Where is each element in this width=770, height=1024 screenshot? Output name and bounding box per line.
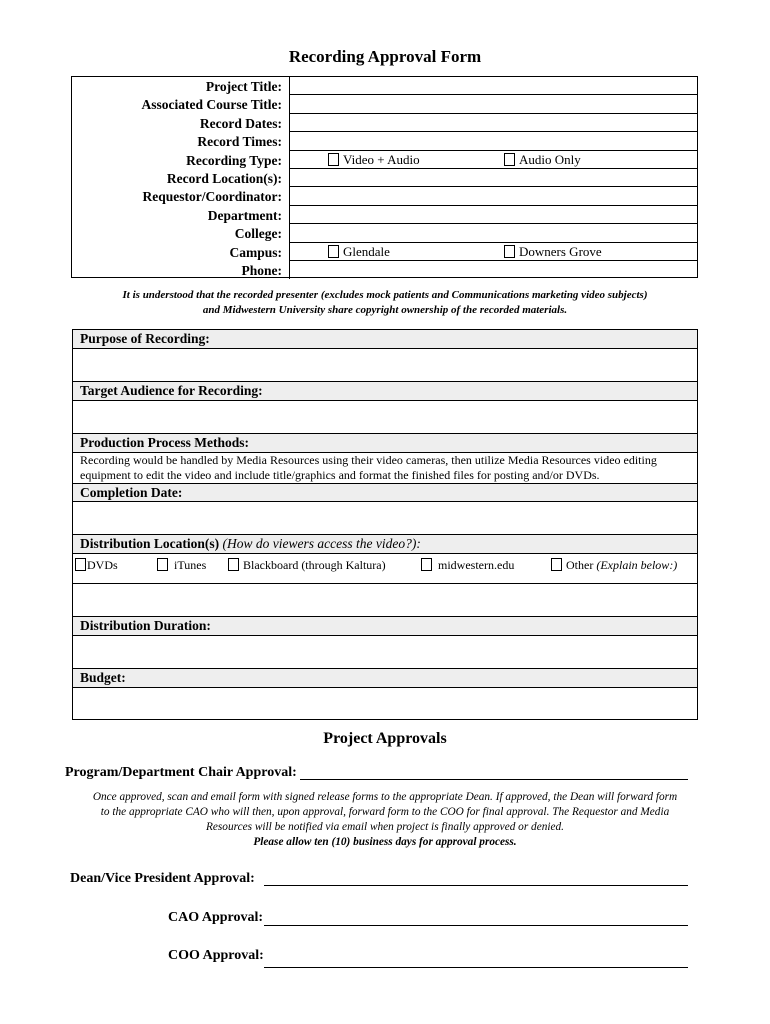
record-locations-field[interactable] [289, 169, 697, 187]
duration-heading: Distribution Duration: [73, 616, 697, 636]
distribution-label: Distribution Location(s) [80, 536, 220, 551]
copyright-notice-line2: and Midwestern University share copyright ownership of the recorded materials. [202, 304, 568, 316]
distribution-field[interactable] [73, 583, 697, 616]
record-locations-row [72, 169, 697, 187]
video-audio-checkbox[interactable] [328, 153, 339, 166]
project-title-field[interactable] [289, 77, 697, 95]
production-heading: Production Process Methods: [73, 433, 697, 453]
blackboard-checkbox[interactable] [228, 558, 239, 571]
approval-note-line4: Please allow ten (10) business days for approval process. [253, 836, 517, 848]
coo-signature-line[interactable] [264, 967, 688, 968]
dvds-label: DVDs [87, 558, 118, 572]
record-times-label: Record Times: [197, 134, 282, 150]
midwestern-checkbox[interactable] [421, 558, 432, 571]
approval-note-line2: to the appropriate CAO who will then, upon approval, forward form to the COO for final approval. The Requestor and Media [100, 806, 670, 818]
video-audio-label: Video + Audio [343, 151, 420, 167]
cao-approval-label: CAO Approval: [168, 910, 264, 925]
duration-field[interactable] [73, 636, 697, 668]
recording-type-label: Recording Type: [186, 152, 282, 168]
downers-grove-option[interactable] [504, 244, 602, 260]
requestor-field[interactable] [289, 187, 697, 205]
downers-grove-checkbox[interactable] [504, 245, 515, 258]
audio-only-checkbox[interactable] [504, 153, 515, 166]
itunes-checkbox[interactable] [157, 558, 168, 571]
dean-signature-line[interactable] [264, 885, 688, 886]
video-audio-option[interactable] [328, 152, 420, 168]
glendale-label: Glendale [343, 243, 390, 259]
distribution-question: (How do viewers access the video?): [222, 536, 421, 551]
audio-only-option[interactable] [504, 152, 581, 168]
department-label: Department: [207, 207, 282, 223]
blackboard-label: Blackboard (through Kaltura) [243, 558, 386, 572]
record-locations-label: Record Location(s): [166, 171, 282, 186]
downers-grove-label: Downers Grove [519, 243, 602, 259]
department-row [72, 206, 697, 224]
approvals-title: Project Approvals [323, 730, 447, 747]
midwestern-label: midwestern.edu [438, 558, 515, 572]
record-dates-label: Record Dates: [199, 115, 282, 131]
other-note: (Explain below:) [596, 558, 678, 572]
department-field[interactable] [289, 206, 697, 224]
coo-approval-label: COO Approval: [168, 948, 264, 963]
record-times-field[interactable] [289, 132, 697, 150]
purpose-field[interactable] [73, 349, 697, 382]
dvds-checkbox[interactable] [75, 558, 86, 571]
project-info-table [71, 76, 698, 278]
dean-approval-label: Dean/Vice President Approval: [70, 871, 255, 886]
audio-only-label: Audio Only [519, 151, 581, 167]
chair-signature-line[interactable] [300, 779, 688, 780]
completion-heading: Completion Date: [73, 483, 697, 502]
chair-approval-label: Program/Department Chair Approval: [65, 765, 297, 780]
other-option[interactable] [551, 557, 677, 573]
requestor-row [72, 187, 697, 205]
phone-field[interactable] [289, 261, 697, 279]
completion-field[interactable] [73, 502, 697, 535]
course-title-row [72, 95, 697, 113]
form-title: Recording Approval Form [288, 47, 482, 66]
glendale-option[interactable] [328, 244, 390, 260]
audience-heading: Target Audience for Recording: [73, 381, 697, 401]
other-label: Other [566, 558, 594, 572]
college-row [72, 224, 697, 242]
budget-field[interactable] [73, 688, 697, 719]
production-text: Recording would be handled by Media Resources using their video cameras, then utilize Media Resources video editing equipment to edit the video and include title/graphics and format the finished files for posting and/or DVDs. [80, 453, 657, 482]
midwestern-option[interactable] [421, 557, 514, 573]
dvds-option[interactable] [75, 557, 118, 573]
phone-label: Phone: [241, 263, 282, 278]
copyright-notice-line1: It is understood that the recorded presenter (excludes mock patients and Communications marketing video subjects) [122, 289, 648, 301]
campus-row [72, 243, 697, 261]
campus-field [289, 243, 697, 261]
recording-type-field [289, 151, 697, 169]
glendale-checkbox[interactable] [328, 245, 339, 258]
itunes-option[interactable] [157, 557, 206, 573]
cao-signature-line[interactable] [264, 925, 688, 926]
approval-note-line1: Once approved, scan and email form with signed release forms to the appropriate Dean. If approved, the Dean will forward form [92, 791, 678, 803]
project-details-table [72, 329, 698, 720]
record-dates-field[interactable] [289, 114, 697, 132]
project-title-row [72, 77, 697, 95]
other-checkbox[interactable] [551, 558, 562, 571]
approval-note-line3: Resources will be notified via email when project is finally approved or denied. [206, 821, 564, 833]
audience-field[interactable] [73, 401, 697, 433]
college-field[interactable] [289, 224, 697, 242]
course-title-field[interactable] [289, 95, 697, 113]
phone-row [72, 261, 697, 279]
itunes-label: iTunes [174, 558, 207, 572]
record-times-row [72, 132, 697, 150]
purpose-heading: Purpose of Recording: [73, 330, 697, 349]
distribution-heading [73, 534, 697, 554]
distribution-options [73, 557, 697, 575]
college-label: College: [234, 226, 282, 242]
course-title-label: Associated Course Title: [141, 97, 282, 113]
project-title-label: Project Title: [205, 79, 282, 94]
requestor-label: Requestor/Coordinator: [142, 189, 282, 205]
record-dates-row [72, 114, 697, 132]
budget-heading: Budget: [73, 668, 697, 688]
recording-type-row [72, 151, 697, 169]
blackboard-option[interactable] [228, 557, 386, 573]
campus-label: Campus: [229, 244, 282, 260]
